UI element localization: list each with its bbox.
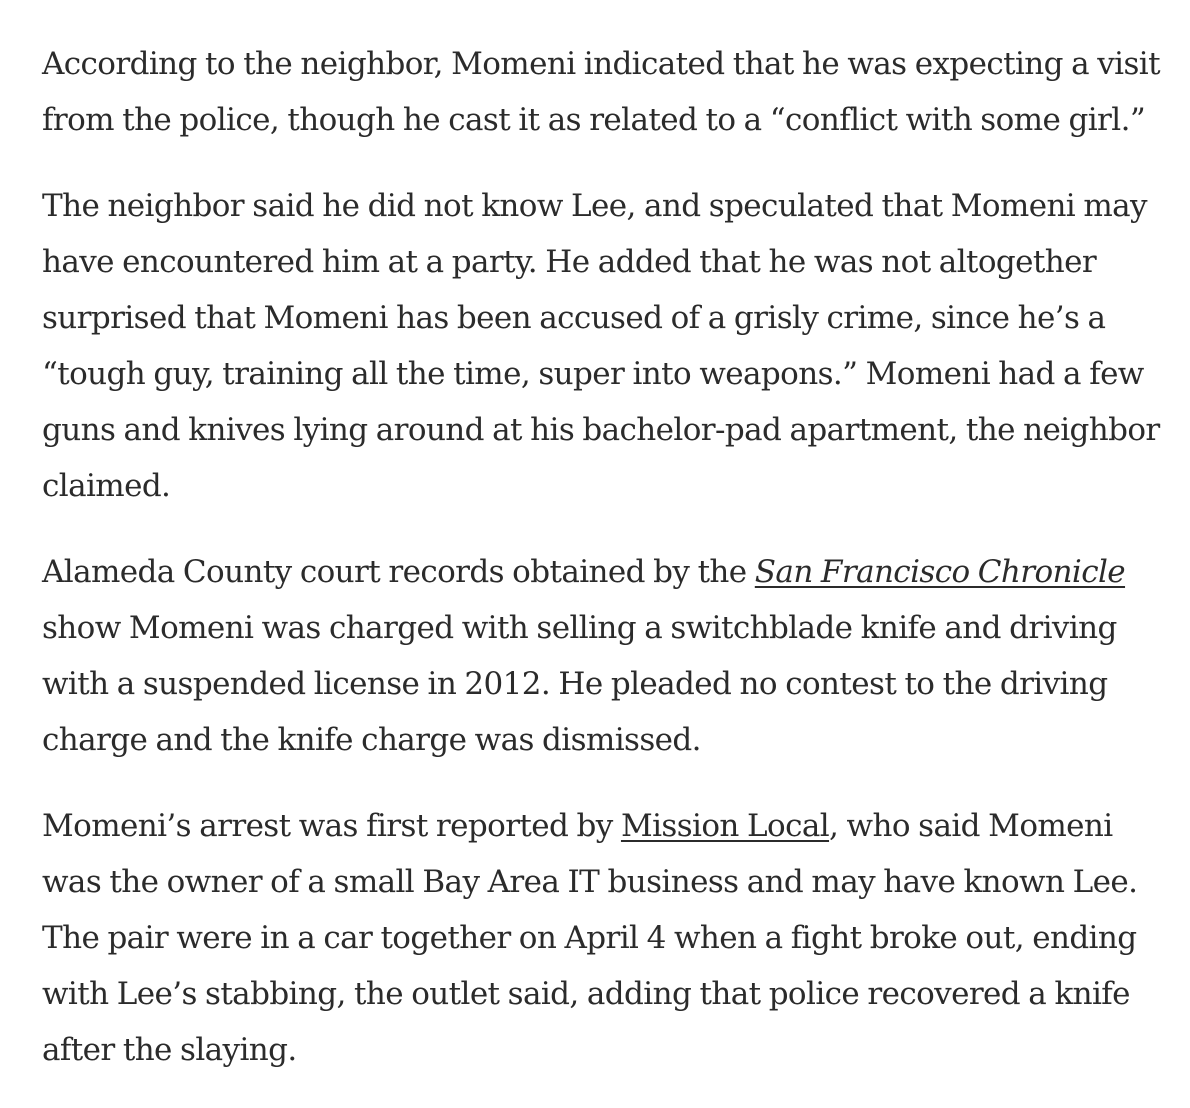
article-body	[42, 36, 1167, 1108]
paragraph-text: show Momeni was charged with selling a switchblade knife and driving with a suspended license in 2012. He pleaded no contest to the driving charge and the knife charge was dismissed.	[42, 610, 1117, 758]
paragraph-court-records	[42, 544, 1167, 768]
paragraph-neighbor-speculation	[42, 178, 1167, 514]
paragraph-text: The neighbor said he did not know Lee, and speculated that Momeni may have encountered him at a party. He added that he was not altogether surprised that Momeni has been accused of a grisly crime, since he’s a “tough guy, training all the time, super into weapons.” Momeni had a few guns and knives lying around at his bachelor-pad apartment, the neighbor claimed.	[42, 188, 1160, 504]
san-francisco-chronicle-link[interactable]: San Francisco Chronicle	[754, 554, 1126, 590]
paragraph-arrest-report	[42, 798, 1167, 1078]
mission-local-link[interactable]: Mission Local	[620, 808, 830, 844]
paragraph-text: , who said Momeni was the owner of a small Bay Area IT business and may have known Lee. The pair were in a car together on April 4 when a fight broke out, ending with Lee’s stabbing, the outlet said, adding that police recovered a knife after the slaying.	[42, 808, 1138, 1068]
paragraph-text: According to the neighbor, Momeni indicated that he was expecting a visit from the police, though he cast it as related to a “conflict with some girl.”	[42, 46, 1160, 138]
paragraph-neighbor-visit	[42, 36, 1167, 148]
paragraph-text: Momeni’s arrest was first reported by	[42, 808, 621, 844]
paragraph-text: Alameda County court records obtained by the	[42, 554, 755, 590]
